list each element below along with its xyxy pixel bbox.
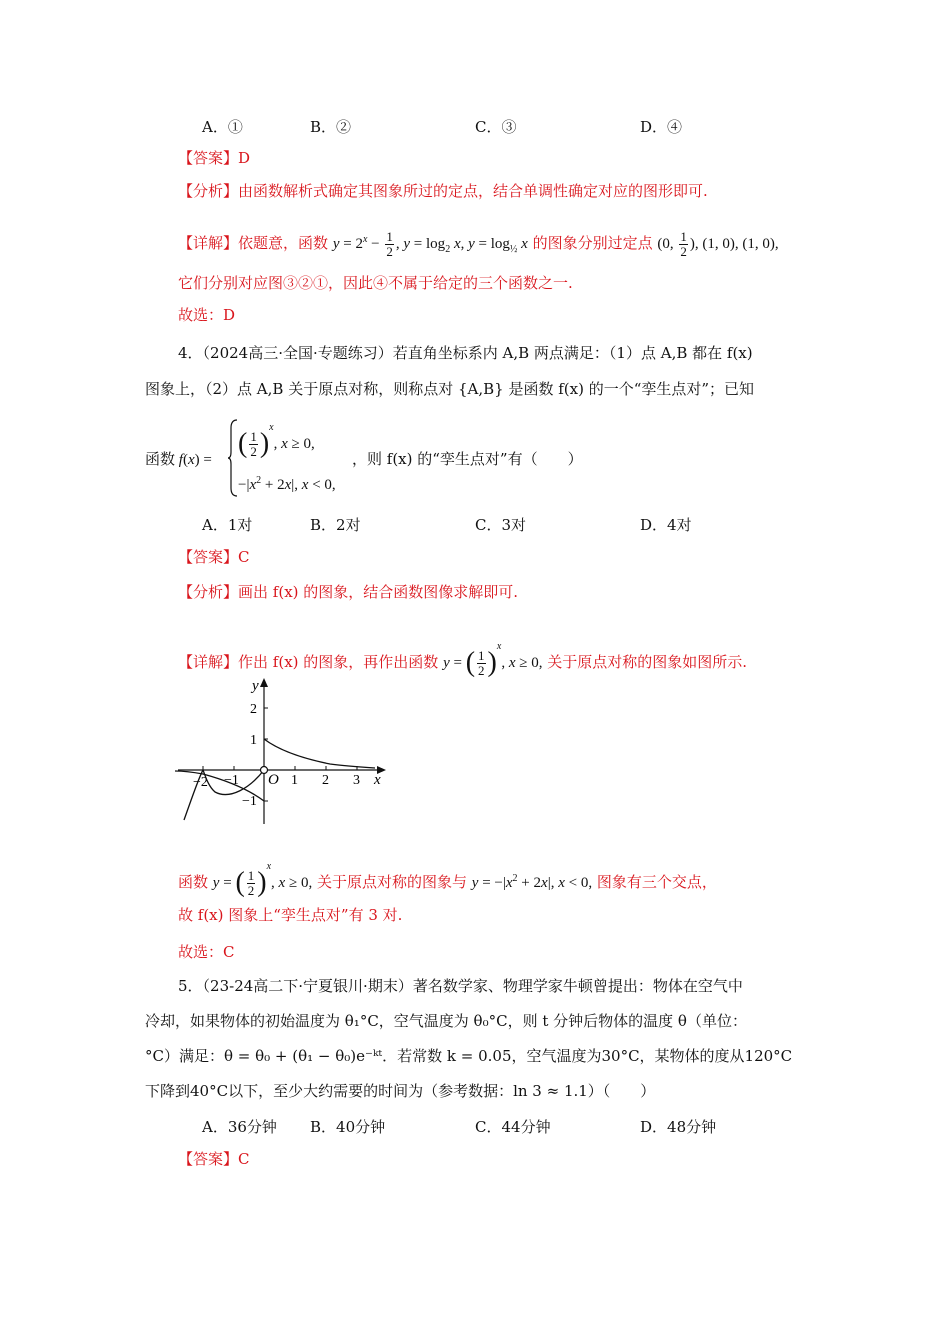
- q5-line4: 下降到40°C以下，至少大约需要的时间为（参考数据：ln 3 ≈ 1.1）（ ）: [145, 1082, 656, 1100]
- q3-option-c[interactable]: C．③: [475, 118, 517, 136]
- curve-half-power: [264, 739, 375, 768]
- q3-detail-line2: 它们分别对应图③②①，因此④不属于给定的三个函数之一.: [178, 274, 573, 292]
- q3-answer: [178, 147, 250, 169]
- y-tick-label: 2: [250, 702, 257, 717]
- q5-option-b[interactable]: B．40分钟: [310, 1118, 386, 1136]
- answer-tag: 【答案】: [178, 149, 239, 167]
- piecewise-case-2: $-|x^2 + 2x|$, x < 0,: [238, 475, 336, 493]
- piecewise-brace: [228, 418, 238, 498]
- detail-prefix: 依题意，函数: [238, 234, 329, 252]
- q4-conclusion-2: 故 f(x) 图象上“孪生点对”有 3 对.: [178, 906, 403, 924]
- q3-option-b[interactable]: B．②: [310, 118, 352, 136]
- detail-mid: 的图象分别过定点: [532, 234, 653, 252]
- analysis-text: 由函数解析式确定其图象所过的定点，结合单调性确定对应的图形即可.: [238, 182, 708, 200]
- x-tick-label: −1: [224, 773, 239, 788]
- q5-line1: 5．（23-24高二下·宁夏银川·期末）著名数学家、物理学家牛顿曾提出：物体在空气中: [178, 977, 743, 995]
- q4-conclusion: 函数 y = ( $\frac{1}{2}$ )$^x$, x ≥ 0, 关于原点对称的图象与 $y = -|x^2 + 2x|$, x < 0, 图象有三个交点，: [178, 861, 717, 898]
- q5-answer: 【答案】C: [178, 1150, 250, 1168]
- analysis-tag: 【分析】: [178, 182, 239, 200]
- y-tick-label: 1: [250, 733, 257, 748]
- y-axis-label: y: [252, 678, 259, 694]
- q3-choose: 故选：D: [178, 306, 236, 324]
- q4-analysis: 【分析】画出 f(x) 的图象，结合函数图像求解即可.: [178, 583, 519, 601]
- y-axis-arrow: [260, 678, 268, 687]
- q5-line3: °C）满足：θ = θ₀ + (θ₁ − θ₀)e⁻ᵏᵗ．若常数 k = 0.05，空气温度为30°C，某物体的度从120°C: [145, 1047, 793, 1065]
- q3-detail: 【详解】依题意，函数 $y = 2^x$ − $\frac{1}{2}$ , $y = \log_2 x$, $y = \log_{\frac{1}{2}} x$ 的图象分别过定点 (0, $\frac{1}{2}$ ), (1, 0), (1, 0),: [178, 228, 779, 259]
- x-axis-label: x: [374, 772, 381, 788]
- q3-option-d[interactable]: D．④: [640, 118, 683, 136]
- detail-tag: 【详解】: [178, 234, 239, 252]
- q4-number: 4．: [178, 344, 203, 362]
- piecewise-case-1: ( $\frac{1}{2}$ )$^x$, x ≥ 0,: [238, 422, 315, 459]
- x-tick-label: −2: [193, 775, 208, 790]
- q4-option-d[interactable]: D．4对: [640, 516, 692, 534]
- q4-option-b[interactable]: B．2对: [310, 516, 361, 534]
- q4-option-c[interactable]: C．3对: [475, 516, 527, 534]
- y-tick-label: −1: [242, 794, 257, 809]
- q5-option-c[interactable]: C．44分钟: [475, 1118, 551, 1136]
- x-tick-label: 1: [291, 773, 298, 788]
- q5-line2: 冷却，如果物体的初始温度为 θ₁°C，空气温度为 θ₀°C，则 t 分钟后物体的温度 θ（单位：: [145, 1012, 747, 1030]
- q4-source: （2024高三·全国·专题练习）: [202, 344, 393, 362]
- q3-option-a[interactable]: A．①: [202, 118, 243, 136]
- origin-label: O: [268, 772, 279, 788]
- answer-value: D: [238, 149, 251, 167]
- formula-points: (0,: [657, 236, 678, 252]
- q4-func-label: 函数 f(x) =: [145, 450, 212, 468]
- function-graph: [170, 672, 395, 832]
- q4-text1: 若直角坐标系内 A,B 两点满足：（1）点 A,B 都在 f(x): [392, 344, 753, 362]
- q4-choose: 故选：C: [178, 943, 235, 961]
- x-tick-label: 3: [353, 773, 360, 788]
- q3-analysis: [178, 180, 708, 202]
- q4-detail: 【详解】作出 f(x) 的图象，再作出函数 y = ( $\frac{1}{2}$ )$^x$, x ≥ 0, 关于原点对称的图象如图所示.: [178, 641, 748, 678]
- q4-line2: 图象上，（2）点 A,B 关于原点对称，则称点对 {A,B} 是函数 f(x) 的一个“孪生点对”；已知: [145, 380, 755, 398]
- q4-option-a[interactable]: A．1对: [202, 516, 253, 534]
- q4-func-tail: ，则 f(x) 的“孪生点对”有（ ）: [352, 450, 583, 468]
- q5-option-a[interactable]: A．36分钟: [202, 1118, 277, 1136]
- q5-option-d[interactable]: D．48分钟: [640, 1118, 717, 1136]
- formula-functions: y: [332, 236, 340, 252]
- open-point: [261, 767, 268, 774]
- q4-line1: [178, 342, 753, 364]
- x-tick-label: 2: [322, 773, 329, 788]
- q4-answer: 【答案】C: [178, 548, 250, 566]
